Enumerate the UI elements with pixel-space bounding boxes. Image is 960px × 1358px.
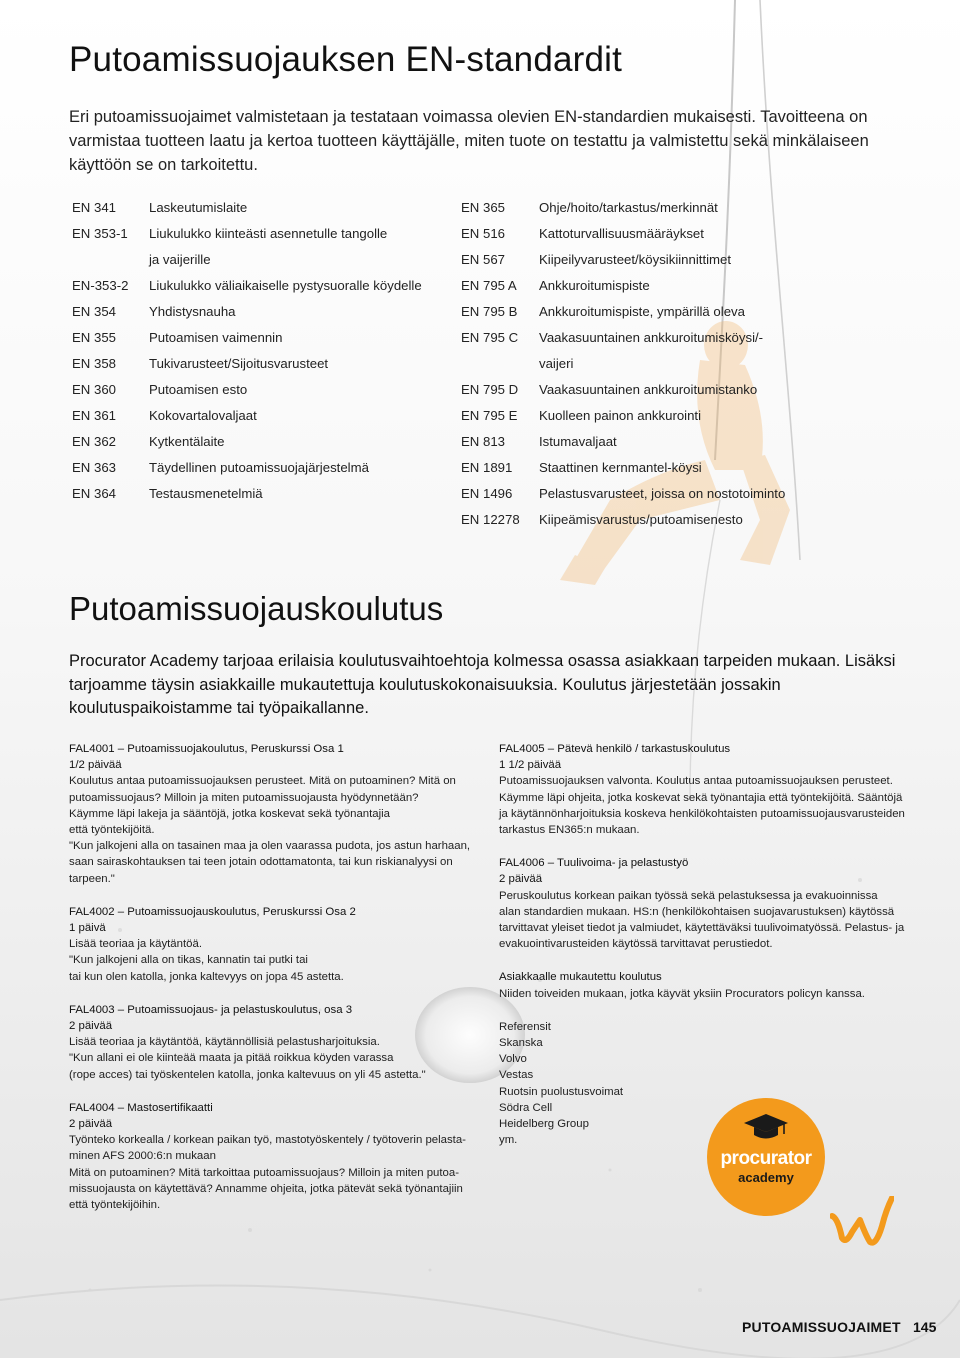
standard-code: EN 354 xyxy=(72,304,116,319)
course-line: tarvittavat yleiset tiedot ja valmiudet, käytettäväksi tuulivoimatyössä. Pelastus- ja xyxy=(499,922,905,935)
standard-code: EN 12278 xyxy=(461,512,520,527)
courses-column-right xyxy=(499,741,919,1148)
course-duration: 2 päivää xyxy=(69,1118,113,1131)
standard-desc: Liukulukko kiinteästi asennetulle tangolle xyxy=(149,226,388,241)
course-title: FAL4005 – Pätevä henkilö / tarkastuskoulutus xyxy=(499,743,731,755)
course-line: Lisää teoriaa ja käytäntöä. xyxy=(69,938,202,951)
standard-code: EN-353-2 xyxy=(72,278,129,293)
standard-desc: Staattinen kernmantel-köysi xyxy=(539,460,702,475)
standard-desc: Testausmenetelmiä xyxy=(149,486,263,501)
standard-code: EN 1496 xyxy=(461,486,513,501)
course-line: tarpeen." xyxy=(69,872,115,885)
course-title: FAL4003 – Putoamissuojaus- ja pelastuskoulutus, osa 3 xyxy=(69,1003,353,1016)
course-line: "Kun jalkojeni alla on tikas, kannatin tai putki tai xyxy=(69,954,308,967)
standard-code: EN 795 E xyxy=(461,408,518,423)
course-line: Niiden toiveiden mukaan, jotka käyvät yksiin Procurators policyn kanssa. xyxy=(499,987,865,1000)
course-title: FAL4006 – Tuulivoima- ja pelastustyö xyxy=(499,857,689,870)
course-line: missuojausta on käytettävä? Annamme ohjeita, jotka pätevät sekä työnantajiin xyxy=(69,1182,463,1195)
footer-section-title: PUTOAMISSUOJAIMET xyxy=(742,1319,901,1335)
standard-code: EN 795 A xyxy=(461,278,517,293)
standard-desc: Ankkuroitumispiste xyxy=(539,278,650,293)
standards-list-right xyxy=(461,200,881,540)
course-line: Peruskoulutus korkean paikan työssä sekä pelastuksessa ja evakuoinnissa xyxy=(499,889,878,902)
reference-item: Skanska xyxy=(499,1037,543,1050)
reference-item: Vestas xyxy=(499,1069,534,1082)
standard-desc: Ankkuroitumispiste, ympärillä oleva xyxy=(539,304,745,319)
standard-code: EN 361 xyxy=(72,408,116,423)
course-block xyxy=(69,1100,479,1213)
course-line: "Kun allani ei ole kiinteää maata ja pitää roikkua köyden varassa xyxy=(69,1052,394,1065)
course-line: Käymme läpi ohjeita, jotka koskevat sekä työnantajia että työntekijöitä. Sääntöjä xyxy=(499,791,903,804)
course-line: että työntekijöitä. xyxy=(69,824,155,837)
course-duration: 2 päivää xyxy=(69,1020,113,1033)
standard-desc: Putoamisen vaimennin xyxy=(149,330,283,345)
standard-code: EN 795 C xyxy=(461,330,519,345)
course-line: Käymme läpi lakeja ja sääntöjä, jotka koskevat sekä työnantajia xyxy=(69,807,391,820)
course-line: putoamissuojaus? Milloin ja miten putoamissuojausta hyödynnetään? xyxy=(69,791,419,804)
standard-desc: Putoamisen esto xyxy=(149,382,248,397)
course-line: Putoamissuojauksen valvonta. Koulutus antaa putoamissuojauksen perusteet. xyxy=(499,775,893,788)
standard-desc: Vaakasuuntainen ankkuroitumisköysi/- xyxy=(539,330,764,345)
standard-code: EN 358 xyxy=(72,356,116,371)
course-duration: 1 1/2 päivää xyxy=(499,759,562,772)
graduation-cap-icon xyxy=(743,1112,789,1142)
page-number: 145 xyxy=(913,1319,937,1335)
course-line: evakuointivarusteiden käytössä tarvittavat perustiedot. xyxy=(499,938,773,951)
standard-desc: Laskeutumislaite xyxy=(149,200,248,215)
logo-subtitle: academy xyxy=(738,1170,794,1185)
w-brand-logo xyxy=(830,1196,894,1248)
standard-code: EN 365 xyxy=(461,200,505,215)
standard-desc: vaijeri xyxy=(539,356,574,371)
course-block xyxy=(499,855,919,952)
course-block xyxy=(499,741,919,838)
section-title: Putoamissuojauskoulutus xyxy=(69,590,444,627)
course-line: Työnteko korkealla / korkean paikan työ, mastotyöskentely / työtoverin pelasta- xyxy=(69,1134,466,1147)
reference-item: Heidelberg Group xyxy=(499,1118,589,1131)
standard-desc: Pelastusvarusteet, joissa on nostotoiminto xyxy=(539,486,786,501)
standard-code: EN 362 xyxy=(72,434,116,449)
course-title: FAL4004 – Mastosertifikaatti xyxy=(69,1101,213,1114)
standard-desc: Kiipeilyvarusteet/köysikiinnittimet xyxy=(539,252,732,267)
course-title: FAL4001 – Putoamissuojakoulutus, Peruskurssi Osa 1 xyxy=(69,743,344,755)
standard-code: EN 567 xyxy=(461,252,505,267)
standard-desc: Täydellinen putoamissuojajärjestelmä xyxy=(149,460,369,475)
standard-code: EN 355 xyxy=(72,330,116,345)
standard-desc: Kiipeämisvarustus/putoamisenesto xyxy=(539,512,743,527)
intro-text: Eri putoamissuojaimet valmistetaan ja testataan voimassa olevien EN-standardien mukaisesti. Tavoitteena on varmistaa tuotteen laatu ja kertoa tuotteen käyttäjälle, miten tuote on testattu ja valmistettu sekä minkälaiseen käyttöön se on tarkoitettu. xyxy=(69,108,869,174)
logo-name: procurator xyxy=(720,1148,812,1169)
course-line: tarkastus EN365:n mukaan. xyxy=(499,824,640,837)
course-block xyxy=(69,741,479,887)
courses-column-left xyxy=(69,741,479,1230)
course-title: Asiakkaalle mukautettu koulutus xyxy=(499,971,662,984)
standard-desc: Tukivarusteet/Sijoitusvarusteet xyxy=(149,356,329,371)
course-duration: 2 päivää xyxy=(499,873,543,886)
course-line: "Kun jalkojeni alla on tasainen maa ja olen vaarassa pudota, jos astun harhaan, xyxy=(69,840,471,853)
standard-code: EN 363 xyxy=(72,460,116,475)
standards-list-left xyxy=(72,200,452,520)
standard-desc: Yhdistysnauha xyxy=(149,304,236,319)
standard-code: EN 795 B xyxy=(461,304,518,319)
standard-code: EN 360 xyxy=(72,382,116,397)
standard-code: EN 364 xyxy=(72,486,116,501)
standard-code: EN 795 D xyxy=(461,382,519,397)
standard-desc: ja vaijerille xyxy=(149,252,211,267)
references-title: Referensit xyxy=(499,1020,551,1033)
standard-desc: Liukulukko väliaikaiselle pystysuoralle köydelle xyxy=(149,278,422,293)
course-block xyxy=(69,904,479,985)
course-duration: 1 päivä xyxy=(69,922,106,935)
standard-desc: Kytkentälaite xyxy=(149,434,225,449)
course-line: minen AFS 2000:6:n mukaan xyxy=(69,1150,216,1163)
standard-desc: Ohje/hoito/tarkastus/merkinnät xyxy=(539,200,718,215)
standard-desc: Kokovartalovaljaat xyxy=(149,408,257,423)
course-line: Koulutus antaa putoamissuojauksen perusteet. Mitä on putoaminen? Mitä on xyxy=(69,775,456,788)
course-block xyxy=(69,1002,479,1083)
standard-code: EN 353-1 xyxy=(72,226,128,241)
course-line: (rope acces) tai työskentelen katolla, jonka kaltevuus on yli 45 astetta." xyxy=(69,1068,426,1081)
standard-desc: Istumavaljaat xyxy=(539,434,617,449)
standard-code: EN 1891 xyxy=(461,460,513,475)
course-line: alan standardien mukaan. HS:n (henkilökohtaisen suojavarustuksen) käytössä xyxy=(499,905,895,918)
course-title: FAL4002 – Putoamissuojauskoulutus, Peruskurssi Osa 2 xyxy=(69,905,356,918)
course-line: ja käytännönharjoituksia koskeva henkilökohtaisten putoamissuojausvarusteiden xyxy=(499,807,905,820)
reference-item: Volvo xyxy=(499,1053,527,1066)
standard-desc: Vaakasuuntainen ankkuroitumistanko xyxy=(539,382,758,397)
reference-item: Södra Cell xyxy=(499,1101,553,1114)
section-lead: Procurator Academy tarjoaa erilaisia koulutusvaihtoehtoja kolmessa osassa asiakkaan tarpeiden mukaan. Lisäksi tarjoamme täysin asiakkaille mukautettuja koulutuskokonaisuuksia. Koulutus järjestetään jossakin koulutuspaikoistamme tai työpaikallanne. xyxy=(69,652,896,717)
standard-code: EN 341 xyxy=(72,200,116,215)
page-title: Putoamissuojauksen EN-standardit xyxy=(69,40,623,79)
course-block xyxy=(499,969,919,1001)
course-line: että työntekijöihin. xyxy=(69,1199,161,1212)
standard-code: EN 516 xyxy=(461,226,505,241)
standard-code: EN 813 xyxy=(461,434,505,449)
course-line: Mitä on putoaminen? Mitä tarkoittaa putoamissuojaus? Milloin ja miten putoa- xyxy=(69,1166,460,1179)
course-line: saan sairaskohtauksen tai teen jotain odottamatonta, tai kun riskianalyysi on xyxy=(69,856,453,869)
standard-desc: Kattoturvallisuusmääräykset xyxy=(539,226,704,241)
reference-item: ym. xyxy=(499,1134,518,1147)
reference-item: Ruotsin puolustusvoimat xyxy=(499,1085,624,1098)
procurator-academy-logo xyxy=(707,1098,825,1216)
course-line: Lisää teoriaa ja käytäntöä, käytännöllisiä pelastusharjoituksia. xyxy=(69,1036,380,1049)
standard-desc: Kuolleen painon ankkurointi xyxy=(539,408,702,423)
references-block xyxy=(499,1019,919,1149)
course-line: tai kun olen katolla, jonka kaltevyys on jopa 45 astetta. xyxy=(69,970,344,983)
course-duration: 1/2 päivää xyxy=(69,759,122,772)
